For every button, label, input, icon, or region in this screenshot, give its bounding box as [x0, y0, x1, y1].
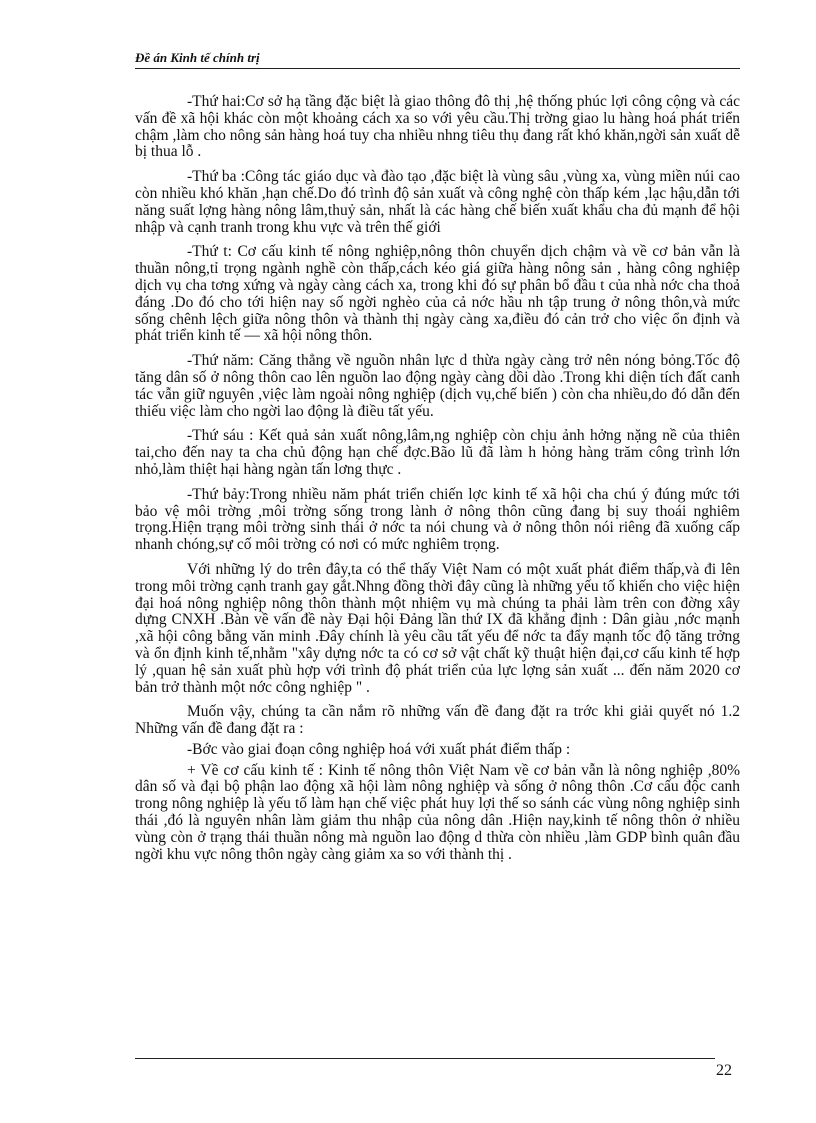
paragraph-co-cau-kinh-te: + Về cơ cấu kinh tế : Kinh tế nông thôn Việt Nam về cơ bản vẫn là nông nghiệp ,80% dân số và đại bộ phận lao động xã hội làm nông nghiệp và sống ở nông thôn .Cơ cấu độc canh trong nông nghiệp là yếu tố làm hạn chế việc phát huy lợi thế so sánh các vùng nông nghiệp sinh thái ,đó là nguyên nhân làm giảm thu nhập của nông dân .Hiện nay,kinh tế nông thôn ở nhiều vùng còn ở trạng thái thuần nông mà nguồn lao động d thừa còn nhiều ,làm GDP bình quân đầu ngời khu vực nông thôn ngày càng giảm xa so với thành thị . — [135, 761, 740, 863]
paragraph-buoc-vao: -Bớc vào giai đoạn công nghiệp hoá với xuất phát điểm thấp : — [187, 740, 571, 758]
footer-divider — [135, 1058, 715, 1059]
paragraph-muon-vay: Muốn vậy, chúng ta cần nắm rõ những vấn đề đang đặt ra trớc khi giải quyết nó 1.2 Những vấn đề đang đặt ra : — [135, 703, 740, 738]
document-body — [135, 94, 740, 871]
paragraph-conclusion: Với những lý do trên đây,ta có thể thấy Việt Nam có một xuất phát điểm thấp,và đi lên trong môi trờng cạnh tranh gay gắt.Nhng đồng thời đây cũng là những yếu tố khiến cho việc hiện đại hoá nông nghiệp nông thôn thành một nhiệm vụ mà chúng ta phải làm trên con đờng xây dựng CNXH .Bàn về vấn đề này Đại hội Đảng lần thứ IX đã khẳng định : Dân giàu ,nớc mạnh ,xã hội công bằng văn minh .Đây chính là yêu cầu tất yếu để nớc ta đẩy mạnh tốc độ tăng trởng và ổn định kinh tế,nhằm "xây dựng nớc ta có cơ sở vật chất kỹ thuật hiện đại,cơ cấu kinh tế hợp lý ,quan hệ sản xuất phù hợp với trình độ phát triển của lực lợng sản xuất ... đến năm 2020 cơ bản trở thành một nớc công nghiệp " . — [135, 560, 740, 696]
page-header: Đề án Kinh tế chính trị — [135, 50, 740, 69]
paragraph-thu-hai: -Thứ hai:Cơ sở hạ tầng đặc biệt là giao thông đô thị ,hệ thống phúc lợi công cộng và các vấn đề xã hội khác còn một khoảng cách xa so với yêu cầu.Thị trờng giao lu hàng hoá phát triển chậm ,làm cho nông sản hàng hoá tuy cha nhiều nhng tiêu thụ đang rất khó khăn,ngời sản xuất dễ bị thua lỗ . — [135, 93, 740, 161]
paragraph-thu-tu: -Thứ t: Cơ cấu kinh tế nông nghiệp,nông thôn chuyển dịch chậm và về cơ bản vẫn là thuần nông,tỉ trọng ngành nghề còn thấp,cách kéo giá giữa hàng nông sản , hàng công nghiệp dịch vụ cha tơng xứng và ngày càng cách xa, trong khi đó sự phân bổ đầu t của nhà nớc cha thoả đáng .Do đó cho tới hiện nay số ngời nghèo của cả nớc hầu nh tập trung ở nông thôn,và mức sống chênh lệch giữa nông thôn và thành thị ngày càng xa,điều đó cản trở cho việc ổn định và phát triển kinh tế — xã hội nông thôn. — [135, 243, 740, 345]
paragraph-thu-sau: -Thứ sáu : Kết quả sản xuất nông,lâm,ng nghiệp còn chịu ảnh hởng nặng nề của thiên tai,cho đến nay ta cha chủ động hạn chế đợc.Bão lũ đã làm h hỏng hàng trăm công trình lớn nhỏ,làm thiệt hại hàng ngàn tấn lơng thực . — [135, 427, 740, 478]
paragraph-thu-nam: -Thứ năm: Căng thẳng về nguồn nhân lực d thừa ngày càng trở nên nóng bỏng.Tốc độ tăng dân số ở nông thôn cao lên nguồn lao động ngày càng dồi dào .Trong khi diện tích đất canh tác vẫn giữ nguyên ,việc làm ngoài nông nghiệp (dịch vụ,chế biến ) còn cha nhiều,do đó dẫn đến thiếu việc làm cho ngời lao động là điều tất yếu. — [135, 352, 740, 420]
page-number: 22 — [716, 1062, 732, 1079]
paragraph-thu-bay: -Thứ bảy:Trong nhiều năm phát triển chiến lợc kinh tế xã hội cha chú ý đúng mức tới bảo vệ môi trờng ,môi trờng sống trong lành ở nông thôn cũng đang bị suy thoái nghiêm trọng.Hiện trạng môi trờng sinh thái ở nớc ta nói chung và ở nông thôn nói riêng đã xuống cấp nhanh chóng,sự cố môi trờng có nơi có mức nghiêm trọng. — [135, 485, 740, 554]
paragraph-thu-ba: -Thứ ba :Công tác giáo dục và đào tạo ,đặc biệt là vùng sâu ,vùng xa, vùng miền núi cao còn nhiều khó khăn ,hạn chế.Do đó trình độ sản xuất và công nghệ còn thấp kém ,lạc hậu,dẫn tới năng suất lợng hàng nông lâm,thuỷ sản, nhất là các hàng chế biến xuất khẩu cha đủ mạnh để hội nhập và cạnh tranh trong khu vực và trên thế giới — [135, 168, 740, 236]
